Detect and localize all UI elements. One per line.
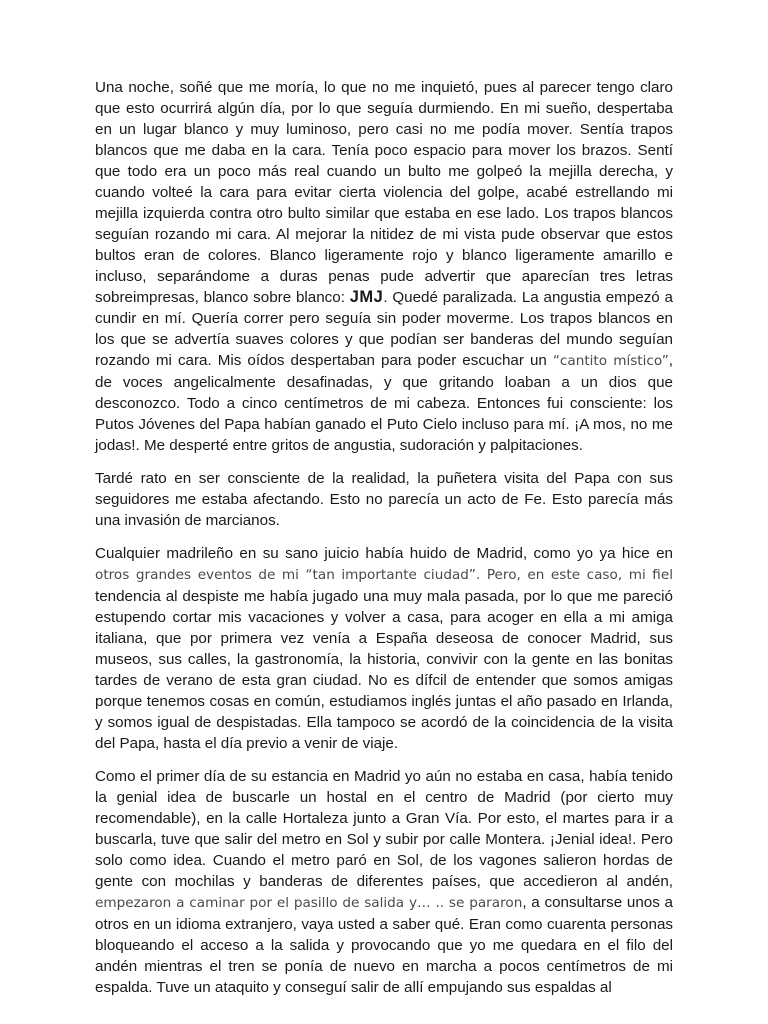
alt-font-text: otros grandes eventos de mi “tan importante ciudad”. Pero, en este caso, mi fiel [95,567,673,583]
paragraph-metro [95,766,673,998]
paragraph-dream [95,77,673,456]
text-segment: Como el primer día de su estancia en Madrid yo aún no estaba en casa, había tenido la genial idea de buscarle un hostal en el centro de Madrid (por cierto muy recomendable), en la calle Hortaleza junto a Gran Vía. Por esto, el martes para ir a buscarla, tuve que salir del metro en Sol y subir por calle Montera. ¡Jenial idea!. Pero solo como idea. Cuando el metro paró en Sol, de los vagones salieron hordas de gente con mochilas y banderas de diferentes países, que accedieron al andén, [95,768,673,890]
text-segment: , a consultarse unos a otros en un idioma extranjero, vaya usted a saber qué. Eran como cuarenta personas bloqueando el acceso a la salida y provocando que yo me quedara en el filo del andén mientras el tren se ponía de nuevo en marcha a pocos centímetros de mi espalda. Tuve un ataquito y conseguí salir de allí empujando sus espaldas al [95,894,673,996]
quoted-text: “cantito místico” [552,353,669,369]
text-segment: , de voces angelicalmente desafinadas, y que gritando loaban a un dios que desconozco. Todo a cinco centímetros de mi cabeza. Entonces fui consciente: los Putos Jóvenes del Papa habían ganado el Puto Cielo incluso para mí. ¡A mos, no me jodas!. Me desperté entre gritos de angustia, sudoración y palpitaciones. [95,352,673,454]
text-segment: Una noche, soñé que me moría, lo que no me inquietó, pues al parecer tengo claro que esto ocurrirá algún día, por lo que seguía durmiendo. En mi sueño, despertaba en un lugar blanco y muy luminoso, pero casi no me podía mover. Sentía trapos blancos que me daba en la cara. Tenía poco espacio para mover los brazos. Sentí que todo era un poco más real cuando un bulto me golpeó la mejilla derecha, y cuando volteé la cara para evitar cierta violencia del golpe, acabé estrellando mi mejilla izquierda contra otro bulto similar que estaba en ese lado. Los trapos blancos seguían rozando mi cara. Al mejorar la nitidez de mi vista pude observar que estos bultos eran de colores. Blanco ligeramente rojo y blanco ligeramente amarillo e incluso, separándome a duras penas pude advertir que aparecían tres letras sobreimpresas, blanco sobre blanco: [95,79,673,306]
paragraph-madrid [95,543,673,754]
text-segment: Tardé rato en ser consciente de la realidad, la puñetera visita del Papa con sus seguidores me estaba afectando. Esto no parecía un acto de Fe. Esto parecía más una invasión de marcianos. [95,470,673,529]
paragraph-reality [95,468,673,531]
text-segment: tendencia al despiste me había jugado una muy mala pasada, por lo que me pareció estupendo cortar mis vacaciones y volver a casa, para acoger en ella a mi amiga italiana, que por primera vez venía a España deseosa de conocer Madrid, sus museos, sus calles, la gastronomía, la historia, convivir con la gente en las bonitas tardes de verano de esta gran ciudad. No es dífcil de entender que somos amigas porque tenemos cosas en común, estudiamos inglés juntas el año pasado en Irlanda, y somos igual de despistadas. Ella tampoco se acordó de la coincidencia de la visita del Papa, hasta el día previo a venir de viaje. [95,588,673,752]
text-segment: Cualquier madrileño en su sano juicio había huido de Madrid, como yo ya hice en [95,545,673,562]
alt-font-text: empezaron a caminar por el pasillo de salida y… .. se pararon [95,895,523,911]
text-segment: . Quedé paralizada. La angustia empezó a cundir en mí. Quería correr pero seguía sin poder moverme. Los trapos blancos en los que se advertía suaves colores y que podían ser banderas del mundo seguían rozando mi cara. Mis oídos despertaban para poder escuchar un [95,289,673,369]
document-body [95,77,673,1010]
jmj-letters: JMJ [349,288,384,306]
